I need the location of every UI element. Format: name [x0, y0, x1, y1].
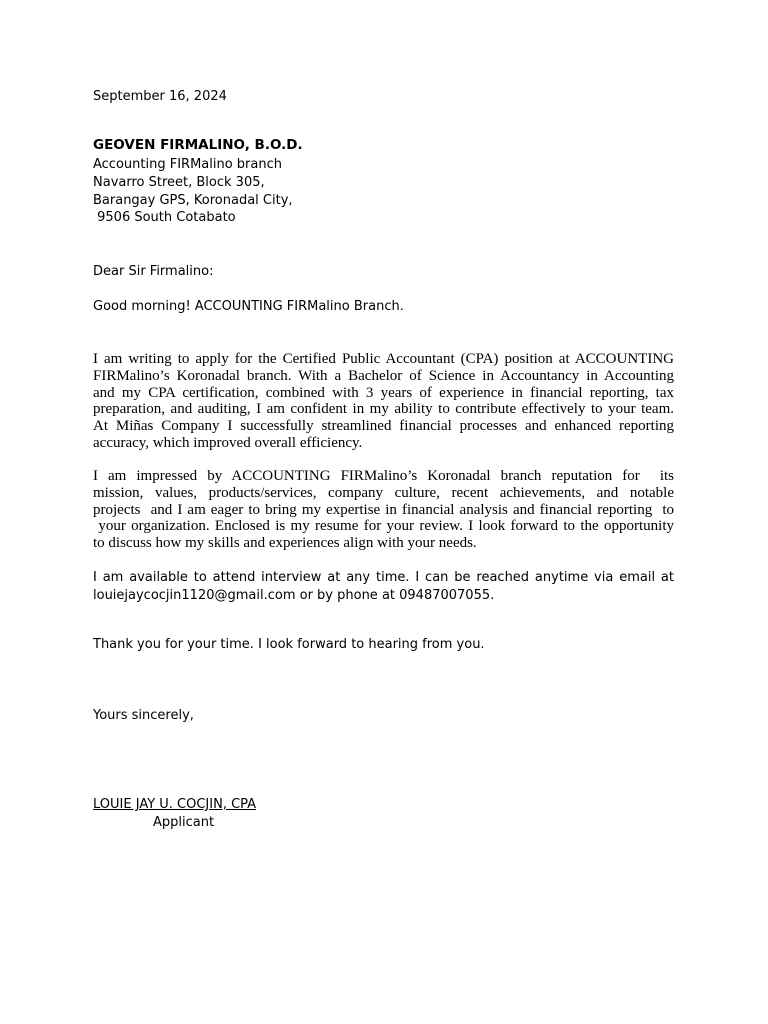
- body-paragraph-3: [93, 569, 674, 605]
- body-paragraph-1: [93, 351, 674, 452]
- signature-title: Applicant: [153, 815, 215, 830]
- signature-name: LOUIE JAY U. COCJIN, CPA: [93, 797, 257, 812]
- recipient-address-line: 9506 South Cotabato: [93, 210, 236, 225]
- paragraph-line: your organization. Enclosed is my resume for your review. I look forward to the opportunity: [93, 518, 674, 535]
- paragraph-line: projects and I am eager to bring my expertise in financial analysis and financial reporting to: [93, 501, 674, 518]
- paragraph-line: At Miñas Company I successfully streamlined financial processes and enhanced reporting: [93, 418, 674, 435]
- body-paragraph-2: [93, 468, 674, 552]
- paragraph-line: accuracy, which improved overall efficiency.: [93, 434, 363, 451]
- paragraph-line: FIRMalino’s Koronadal branch. With a Bachelor of Science in Accountancy in Accounting: [93, 367, 674, 384]
- paragraph-line: I am writing to apply for the Certified Public Accountant (CPA) position at ACCOUNTING: [93, 351, 674, 367]
- paragraph-line: I am available to attend interview at any time. I can be reached anytime via email at: [93, 570, 674, 585]
- greeting: Good morning! ACCOUNTING FIRMalino Branch.: [93, 299, 404, 314]
- paragraph-line: I am impressed by ACCOUNTING FIRMalino’s Koronadal branch reputation for its: [93, 468, 674, 484]
- paragraph-line: preparation, and auditing, I am confident in my ability to contribute effectively to your team.: [93, 401, 674, 418]
- recipient-name: GEOVEN FIRMALINO, B.O.D.: [93, 137, 303, 153]
- thank-you-line: Thank you for your time. I look forward to hearing from you.: [93, 637, 485, 652]
- letter-date: September 16, 2024: [93, 89, 227, 104]
- recipient-address-line: Accounting FIRMalino branch: [93, 157, 282, 172]
- paragraph-line: louiejaycocjin1120@gmail.com or by phone at 09487007055.: [93, 588, 495, 603]
- salutation: Dear Sir Firmalino:: [93, 264, 214, 279]
- recipient-address-line: Barangay GPS, Koronadal City,: [93, 193, 293, 208]
- paragraph-line: and my CPA certification, combined with 3 years of experience in financial reporting, tax: [93, 384, 674, 401]
- paragraph-line: mission, values, products/services, company culture, recent achievements, and notable: [93, 484, 674, 501]
- paragraph-line: to discuss how my skills and experiences align with your needs.: [93, 535, 477, 552]
- closing: Yours sincerely,: [93, 708, 194, 723]
- recipient-address-line: Navarro Street, Block 305,: [93, 175, 265, 190]
